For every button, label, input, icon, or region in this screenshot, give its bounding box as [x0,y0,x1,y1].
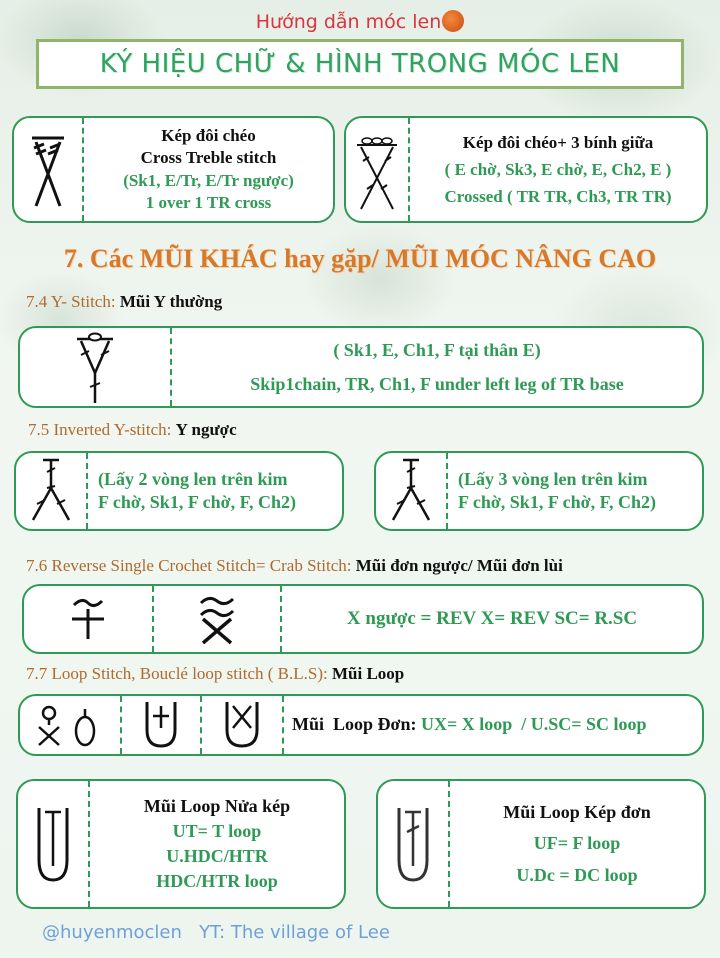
card-y-stitch [18,326,704,408]
label-en: 7.5 Inverted Y-stitch: [28,420,172,439]
brand-text: Hướng dẫn móc len [255,11,442,33]
y-stitch-label [26,292,222,312]
title-banner [36,39,684,89]
loop-u-plus-icon [122,696,202,754]
card-line: UF= F loop [533,833,621,854]
loop-stitch-text [284,696,702,754]
cross-treble-stitch-icon [14,118,84,221]
card-title: Kép đôi chéo [161,126,256,146]
card-loop-double [376,779,706,909]
card-title: Mũi Loop Nửa kép [143,795,291,816]
loop-x-icon [20,696,122,754]
card-reverse-sc [22,584,704,654]
text-line: Skip1chain, TR, Ch1, F under left leg of TR base [250,374,624,394]
loop-half-double-icon [18,781,90,907]
reverse-sc-plus-icon [24,586,154,652]
crossed-treble-3-chain-icon [346,118,410,221]
inverted-y-2-loops-icon [16,453,88,529]
loop-u-x-icon [202,696,284,754]
label-en: 7.6 Reverse Single Crochet Stitch= Crab Stitch: [26,556,352,575]
text-value: UX= X loop / U.SC= SC loop [421,714,647,735]
text-label: Mũi Loop Đơn: [292,714,417,735]
card-line: (Sk1, E/Tr, E/Tr ngược) [123,170,294,190]
card-title: Mũi Loop Kép đơn [503,801,651,822]
loop-double-text [450,781,704,907]
card-line: UT= T loop [172,820,262,841]
text-line: (Lấy 2 vòng len trên kim [98,468,288,489]
label-en: 7.4 Y- Stitch: [26,292,116,311]
text-line: ( Sk1, E, Ch1, F tại thân E) [333,339,541,360]
footer [42,922,390,943]
label-vn: Mũi Loop [331,664,405,683]
inverted-y-label [28,420,237,440]
page-title: KÝ HIỆU CHỮ & HÌNH TRONG MÓC LEN [99,49,621,79]
card-crossed-treble-chain [344,116,708,223]
card-loop-stitch [18,694,704,756]
card-subtitle: Cross Treble stitch [140,148,277,168]
card-inverted-y-2 [14,451,344,531]
youtube-channel: YT: The village of Lee [199,922,390,943]
card-line: 1 over 1 TR cross [145,192,272,212]
label-vn: Mũi đơn ngược/ Mũi đơn lùi [355,556,563,575]
inverted-y-3-text [448,453,702,529]
loop-double-icon [378,781,450,907]
text-line: F chờ, Sk1, F chờ, F, Ch2) [98,492,296,512]
reverse-sc-text: X ngược = REV X= REV SC= R.SC [346,607,638,629]
card-line: HDC/HTR loop [156,871,278,892]
label-en: 7.7 Loop Stitch, Bouclé loop stitch ( B.L.S): [26,664,328,683]
card-line: U.HDC/HTR [166,846,268,866]
loop-stitch-label [26,664,404,684]
inverted-y-3-loops-icon [376,453,448,529]
text-line: F chờ, Sk1, F chờ, F, Ch2) [458,492,656,512]
brand-heading [0,10,720,33]
y-stitch-icon [20,328,172,406]
loop-half-double-text [90,781,344,907]
social-handle: @huyenmoclen [42,922,182,943]
card-inverted-y-3 [374,451,704,531]
text-line: (Lấy 3 vòng len trên kim [458,468,648,489]
yarn-ball-icon [442,10,464,32]
inverted-y-2-text [88,453,342,529]
card-loop-half-double [16,779,346,909]
card-cross-treble [12,116,335,223]
y-stitch-text [172,328,702,406]
reverse-sc-label [26,556,563,576]
reverse-sc-x-icon [154,586,282,652]
card-line: ( E chờ, Sk3, E chờ, E, Ch2, E ) [444,159,672,179]
cross-treble-text [84,118,333,221]
card-line: Crossed ( TR TR, Ch3, TR TR) [444,187,672,207]
card-title: Kép đôi chéo+ 3 bính giữa [462,132,654,152]
label-vn: Mũi Y thường [119,292,223,311]
section-title: 7. Các MŨI KHÁC hay gặp/ MŨI MÓC NÂNG CAO [63,244,657,273]
crossed-treble-text [410,118,706,221]
card-line: U.Dc = DC loop [516,864,638,885]
label-vn: Y ngược [175,420,237,439]
